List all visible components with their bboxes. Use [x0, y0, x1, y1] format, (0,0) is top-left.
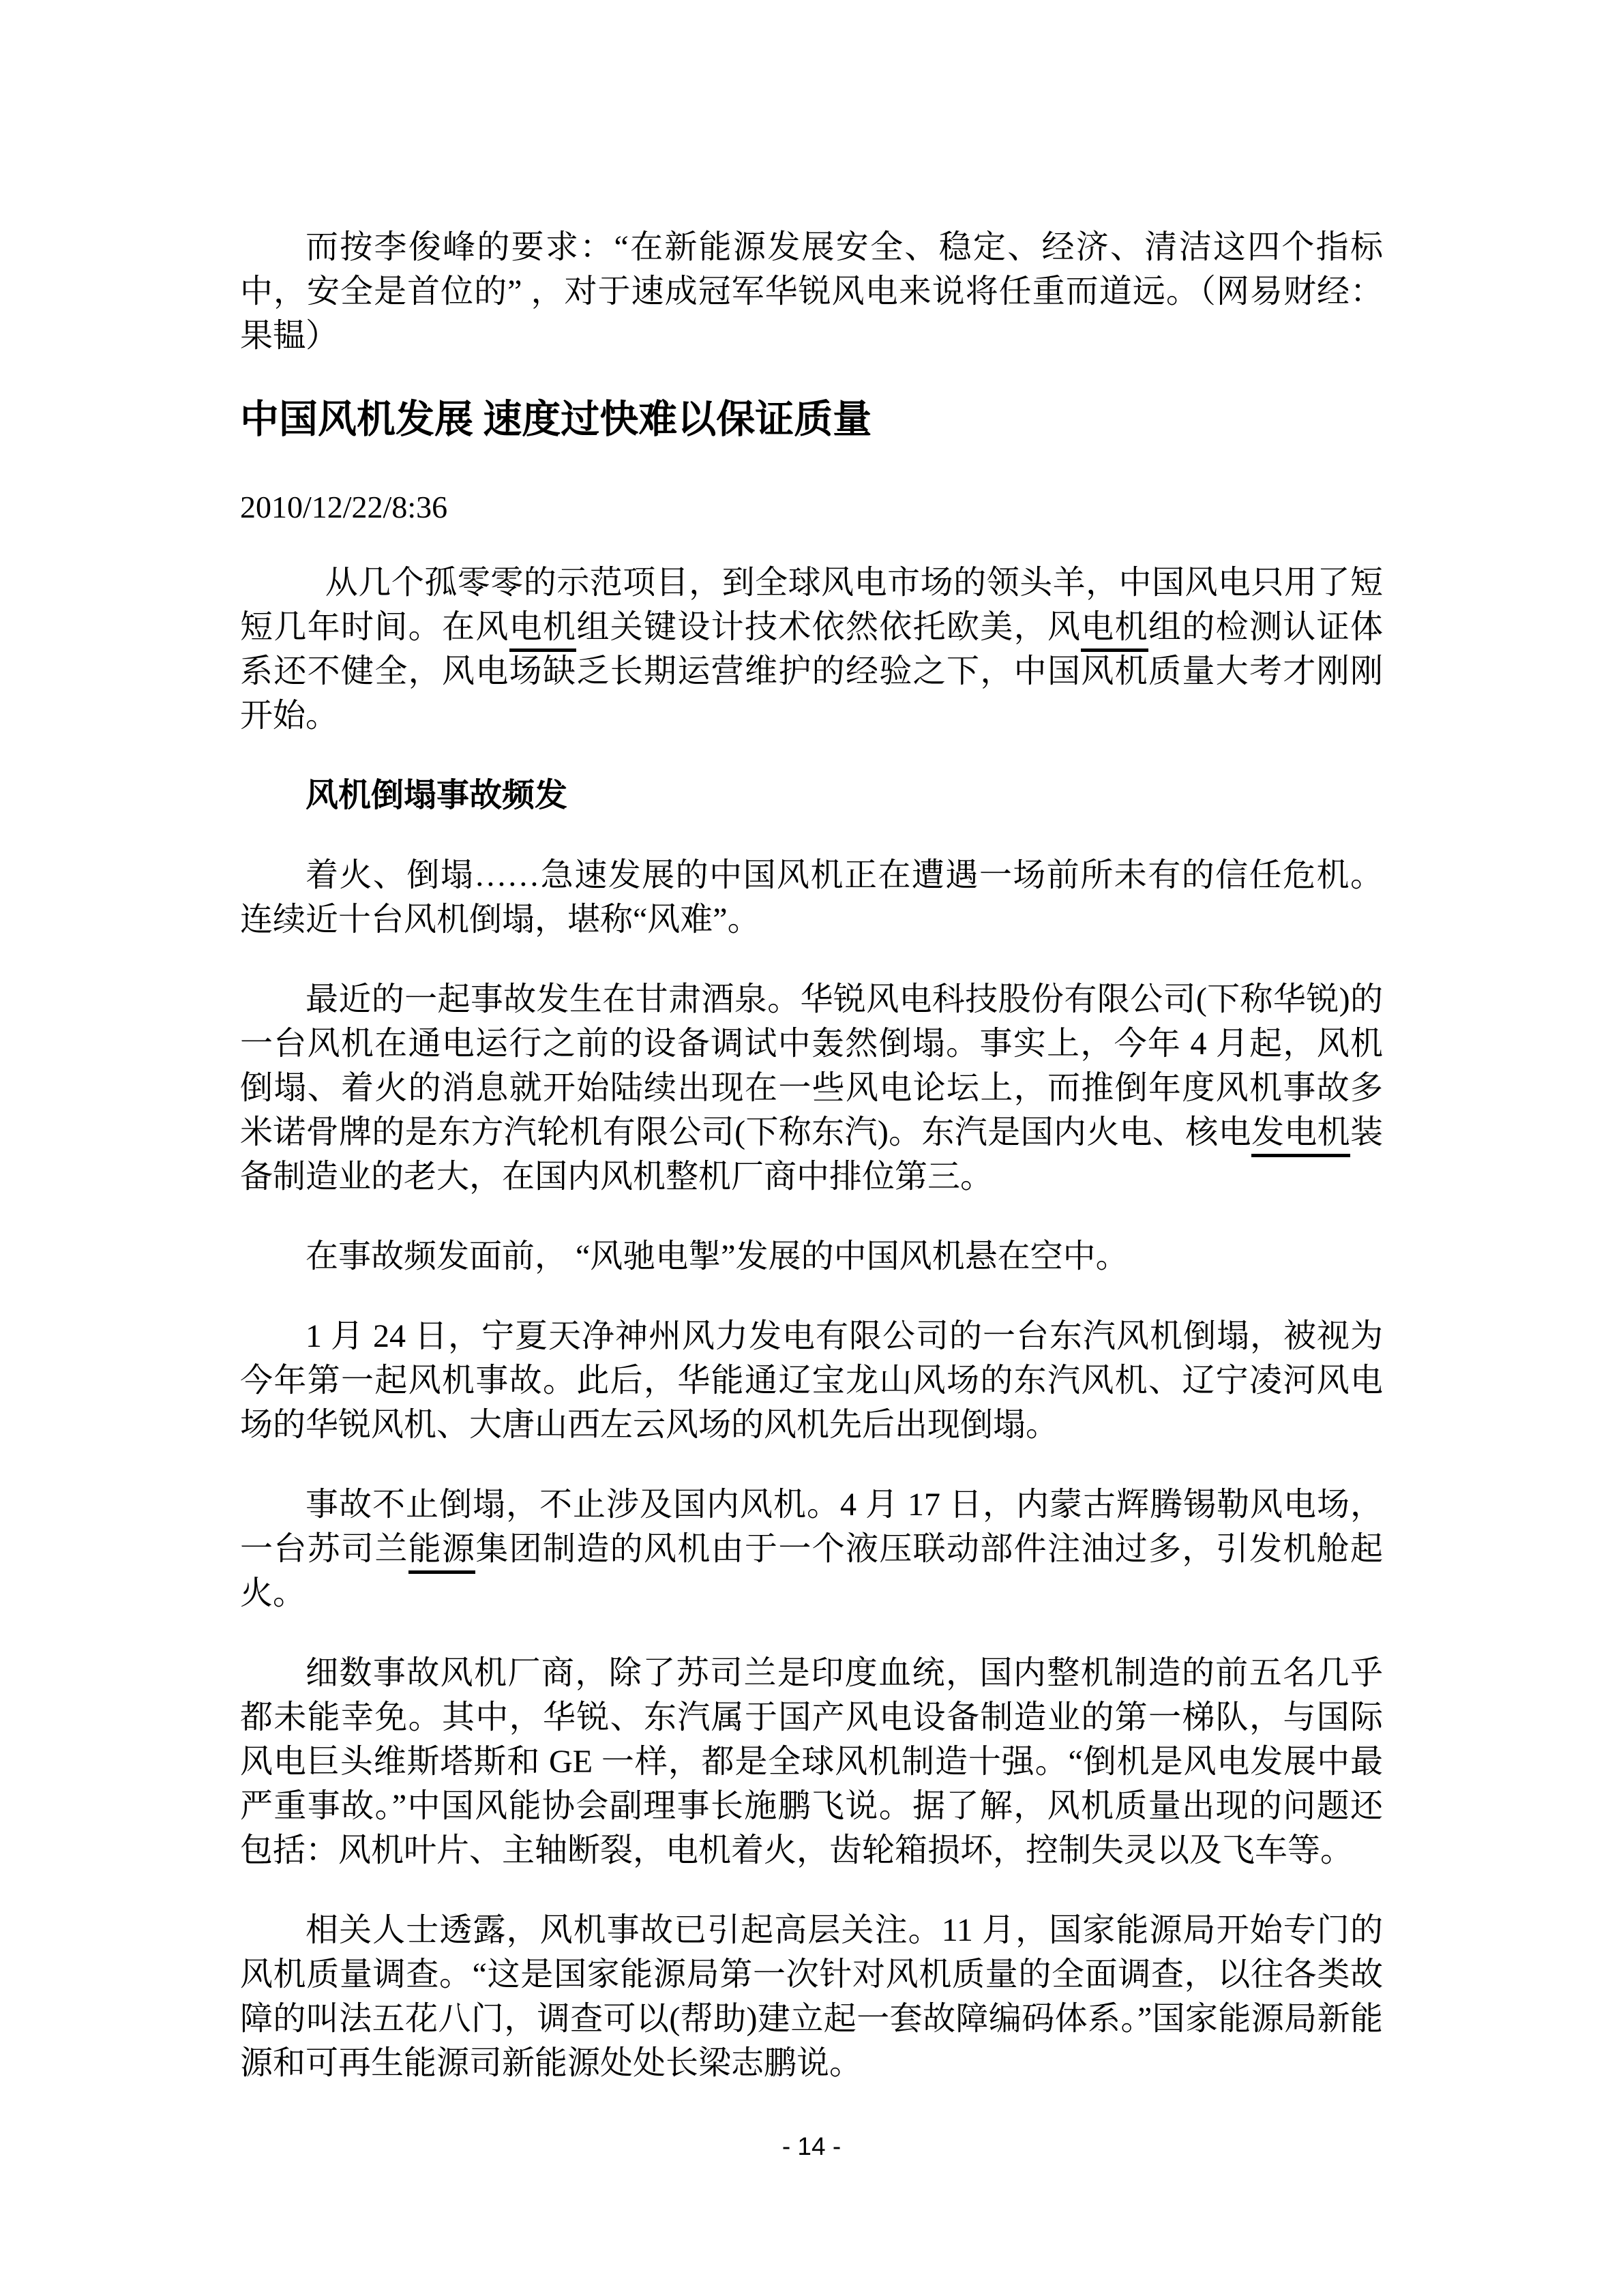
- text-run: 集团制造的风机由于一个液压联动部件注油过多，引发机舱起火。: [240, 1531, 1383, 1611]
- date: [240, 487, 1383, 528]
- paragraph: [240, 977, 1383, 1199]
- text-run: 着火、倒塌……急速发展的中国风机正在遭遇一场前所未有的信任危机。连续近十台风机倒塌，堪称“风难”。: [240, 857, 1383, 938]
- page-number: - 14 -: [781, 2132, 842, 2160]
- paragraph: [240, 1651, 1383, 1873]
- text-run: 装备制造业的老大，在国内风机整机厂商中排位第三。: [240, 1114, 1383, 1195]
- paragraph: [240, 1234, 1383, 1279]
- text-run: 最近的一起事故发生在甘肃酒泉。华锐风电科技股份有限公司(下称华锐)的一台风机在通电运行之前的设备调试中轰然倒塌。事实上，今年 4 月起，风机倒塌、着火的消息就开始陆续出现在一些风电论坛上，而推倒年度风机事故多米诺骨牌的是东方汽轮机有限公司(下称东汽)。东汽是国内火电、核电: [240, 981, 1383, 1150]
- paragraph: [240, 225, 1383, 358]
- underlined-text: 电机: [509, 609, 577, 652]
- text-run: 中国风机发展 速度过快难以保证质量: [240, 398, 872, 441]
- paragraph: [240, 1482, 1383, 1615]
- text-run: 1 月 24 日，宁夏天净神州风力发电有限公司的一台东汽风机倒塌，被视为今年第一起风机事故。此后，华能通辽宝龙山风场的东汽风机、辽宁凌河风电场的华锐风机、大唐山西左云风场的风机先后出现倒塌。: [240, 1318, 1383, 1443]
- text-run: 在事故频发面前， “风驰电掣”发展的中国风机悬在空中。: [306, 1238, 1129, 1274]
- paragraph: [240, 561, 1383, 738]
- text-run: 从几个孤零零的示范项目，到全球风电市场的领头羊，中国风电只用了短短几年时间。在风: [240, 565, 1383, 645]
- text-run: 事故不止倒塌，不止涉及国内风机。4 月 17 日，内蒙古辉腾锡勒风电场，一台苏司兰: [240, 1487, 1383, 1567]
- underlined-text: 发电机: [1251, 1114, 1350, 1157]
- paragraph: [240, 1314, 1383, 1447]
- heading: [240, 396, 1383, 445]
- underlined-text: 能源: [408, 1531, 476, 1574]
- document-body: [240, 225, 1383, 2121]
- text-run: 组的检测认证体系还不健全，风电场缺乏长期运营维护的经验之下，中国风机质量大考才刚刚开始。: [240, 609, 1383, 734]
- paragraph: [240, 853, 1383, 942]
- underlined-text: 电机: [1081, 609, 1148, 652]
- text-run: 细数事故风机厂商，除了苏司兰是印度血统，国内整机制造的前五名几乎都未能幸免。其中，华锐、东汽属于国产风电设备制造业的第一梯队，与国际风电巨头维斯塔斯和 GE 一样，都是全球风机制造十强。“倒机是风电发展中最严重事故。”中国风能协会副理事长施鹏飞说。据了解，风机质量出现的问题还包括：风机叶片、主轴断裂，电机着火，齿轮箱损坏，控制失灵以及飞车等。: [240, 1655, 1383, 1868]
- paragraph: [240, 1908, 1383, 2085]
- text-run: 组关键设计技术依然依托欧美，风: [576, 609, 1082, 645]
- text-run: 2010/12/22/8:36: [240, 490, 448, 524]
- text-run: 而按李俊峰的要求：“在新能源发展安全、稳定、经济、清洁这四个指标中，安全是首位的” ，对于速成冠军华锐风电来说将任重而道远。（网易财经：果韫）: [240, 229, 1383, 354]
- text-run: 风机倒塌事故频发: [306, 777, 568, 814]
- text-run: 相关人士透露，风机事故已引起高层关注。11 月，国家能源局开始专门的风机质量调查。“这是国家能源局第一次针对风机质量的全面调查，以往各类故障的叫法五花八门，调查可以(帮助)建立起一套故障编码体系。”国家能源局新能源和可再生能源司新能源处处长梁志鹏说。: [240, 1912, 1383, 2081]
- subheading: [240, 773, 1383, 818]
